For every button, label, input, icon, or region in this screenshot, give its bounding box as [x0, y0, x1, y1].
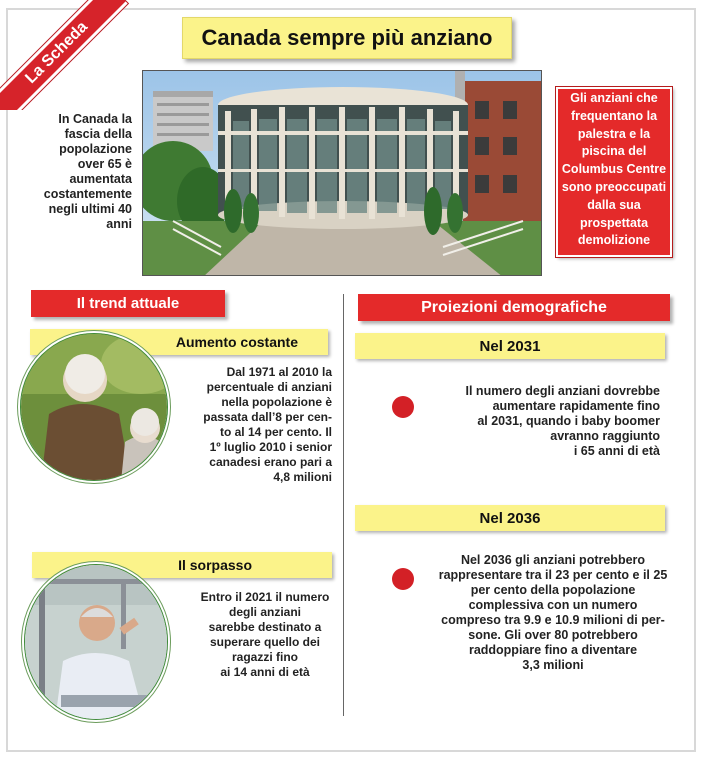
bullet-dot	[392, 568, 414, 590]
elderly-couple-photo	[20, 333, 168, 481]
right-block2-line: 3,3 milioni	[522, 658, 584, 672]
left-block2-line: ai 14 anni di età	[220, 665, 310, 679]
left-block2-title: Il sorpasso	[32, 552, 332, 578]
ribbon-label: La Scheda	[22, 18, 91, 87]
right-block1-line: avranno raggiunto	[550, 429, 660, 443]
building-photo	[142, 70, 542, 276]
left-block2-line: superare quello dei	[209, 635, 321, 649]
elderly-couple-illustration	[21, 334, 168, 481]
left-block1-line: 1º luglio 2010 i senior	[209, 440, 332, 454]
bullet-dot	[392, 396, 414, 418]
left-block1-line: passata dall’8 per cen-	[203, 410, 332, 424]
right-block2-line: complessiva con un numero	[468, 598, 638, 612]
left-block1-title: Aumento costante	[30, 329, 328, 355]
column-divider	[343, 294, 344, 716]
right-block2-line: compreso tra 9.9 e 10.9 milioni di per-	[441, 613, 665, 627]
left-block1-line: to al 14 per cento. Il	[219, 425, 332, 439]
right-block1-line: Il numero degli anziani dovrebbe	[465, 384, 660, 398]
right-block1-line: al 2031, quando i baby boomer	[477, 414, 660, 428]
right-block2-line: Nel 2036 gli anziani potrebbero	[460, 553, 646, 567]
page-title: Canada sempre più anziano	[182, 17, 512, 59]
left-block2-line: Entro il 2021 il numero	[200, 590, 330, 604]
left-block1-line: Dal 1971 al 2010 la	[226, 365, 332, 379]
left-block2-line: degli anziani	[228, 605, 301, 619]
right-block2-line: raddoppiare fino a diventare	[468, 643, 638, 657]
ribbon	[0, 0, 130, 110]
right-block1-line: i 65 anni di età	[573, 444, 660, 458]
ribbon-band	[0, 0, 128, 110]
right-block2-line: sone. Gli over 80 potrebbero	[468, 628, 638, 642]
right-section-heading: Proiezioni demografiche	[358, 294, 670, 321]
right-block2-title: Nel 2036	[355, 505, 665, 531]
left-block2-line: ragazzi fino	[231, 650, 298, 664]
intro-text: In Canada la fascia della popolazione over 65 è aumentata costantemente negli ultimi 40 anni	[43, 112, 132, 231]
building-photo-illustration	[143, 71, 542, 276]
right-block2-text	[428, 553, 678, 673]
left-block1-line: percentuale di anziani	[206, 380, 332, 394]
right-block1-title: Nel 2031	[355, 333, 665, 359]
left-block1-line: canadesi erano pari a	[209, 455, 332, 469]
left-block1-line: nella popolazione è	[221, 395, 332, 409]
right-block1-line: aumentare rapidamente fino	[492, 399, 660, 413]
right-block2-line: per cento della popolazione	[470, 583, 636, 597]
right-block1-text	[430, 384, 660, 459]
left-section-heading: Il trend attuale	[31, 290, 225, 317]
right-block2-line: rappresentare tra il 23 per cento e il 25	[438, 568, 668, 582]
photo-caption: Gli anziani che frequentano la palestra e la piscina del Columbus Centre sono preoccupati dalla sua prospettata demolizione	[556, 87, 672, 257]
left-block2-line: sarebbe destinato a	[208, 620, 322, 634]
gym-senior-photo	[24, 564, 168, 720]
left-block1-line: 4,8 milioni	[273, 470, 332, 484]
left-block2-text	[190, 590, 340, 680]
gym-senior-illustration	[25, 565, 168, 720]
left-block1-text	[182, 365, 332, 485]
